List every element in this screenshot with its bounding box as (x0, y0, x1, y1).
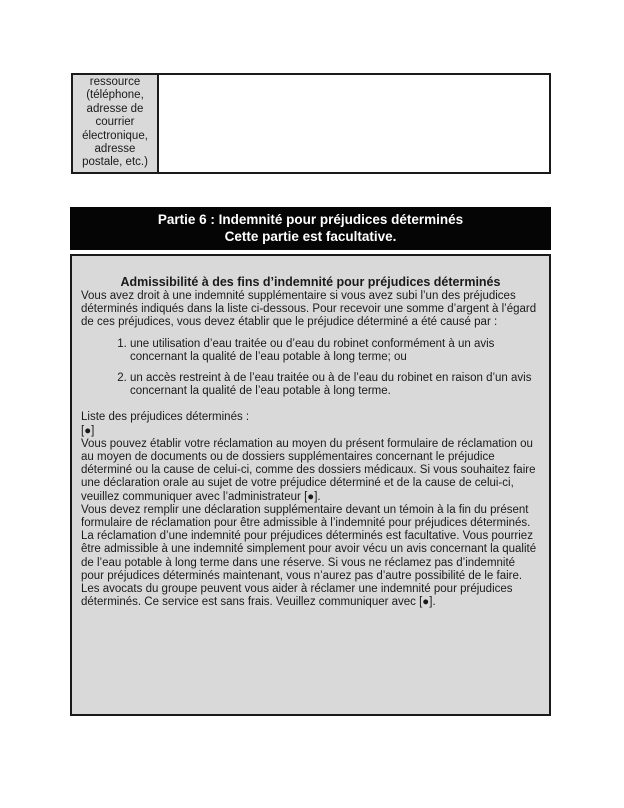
cause-item-2: 2. un accès restreint à de l’eau traitée ou à de l’eau du robinet en raison d’un avis concernant la qualité de l’eau potable à long terme. (130, 372, 540, 398)
part6-header-title: Partie 6 : Indemnité pour préjudices déterminés (157, 212, 464, 227)
paragraph-reclamation: Vous pouvez établir votre réclamation au moyen du présent formulaire de réclamation ou au moyen de documents ou de dossiers supplémentaires concernant le préjudice déterminé ou la cause de celui-ci, comme des dossiers médicaux. Si vous souhaitez faire une déclaration orale au sujet de votre préjudice déterminé et de la cause de celui-ci, veuillez communiquer avec l’administrateur [●]. (81, 437, 536, 503)
contact-table-label-cell: ressource (téléphone, adresse de courrier électronique, adresse postale, etc.) (73, 75, 159, 172)
contact-info-table (71, 73, 551, 174)
intro-paragraph: Vous avez droit à une indemnité supplémentaire si vous avez subi l’un des préjudices déterminés indiqués dans la liste ci-dessous. Pour recevoir une somme d’argent à l’égard de ces préjudices, vous devez établir que le préjudice déterminé a été causé par : (81, 290, 537, 329)
paragraph-declaration: Vous devez remplir une déclaration supplémentaire devant un témoin à la fin du présent formulaire de réclamation pour être admissible à l’indemnité pour préjudices déterminés. (81, 503, 531, 530)
cause-item-1: 1. une utilisation d’eau traitée ou d’eau du robinet conformément à un avis concernant la qualité de l’eau potable à long terme; ou (130, 338, 540, 364)
admissibility-subheading: Admissibilité à des fins d’indemnité pour préjudices déterminés (120, 275, 501, 289)
damages-list-placeholder: [●] (81, 424, 95, 437)
paragraph-facultative: La réclamation d’une indemnité pour préjudices déterminés est facultative. Vous pourriez être admissible à une indemnité simplement pour avoir vécu un avis concernant la qualité de l’eau potable à long terme dans une réserve. Si vous ne réclamez pas d’indemnité pour préjudices déterminés maintenant, vous n’aurez pas d’autre possibilité de le faire. (81, 530, 537, 582)
paragraph-avocats: Les avocats du groupe peuvent vous aider à réclamer une indemnité pour préjudices déterminés. Ce service est sans frais. Veuillez communiquer avec [●]. (81, 583, 513, 609)
part6-section (70, 207, 551, 716)
part6-body-panel (70, 254, 551, 716)
contact-table-value-cell (159, 75, 549, 172)
damages-list-label: Liste des préjudices déterminés : (81, 411, 250, 424)
part6-header-subtitle: Cette partie est facultative. (224, 229, 397, 244)
part6-header-bar (70, 207, 551, 250)
causes-list (81, 338, 540, 399)
